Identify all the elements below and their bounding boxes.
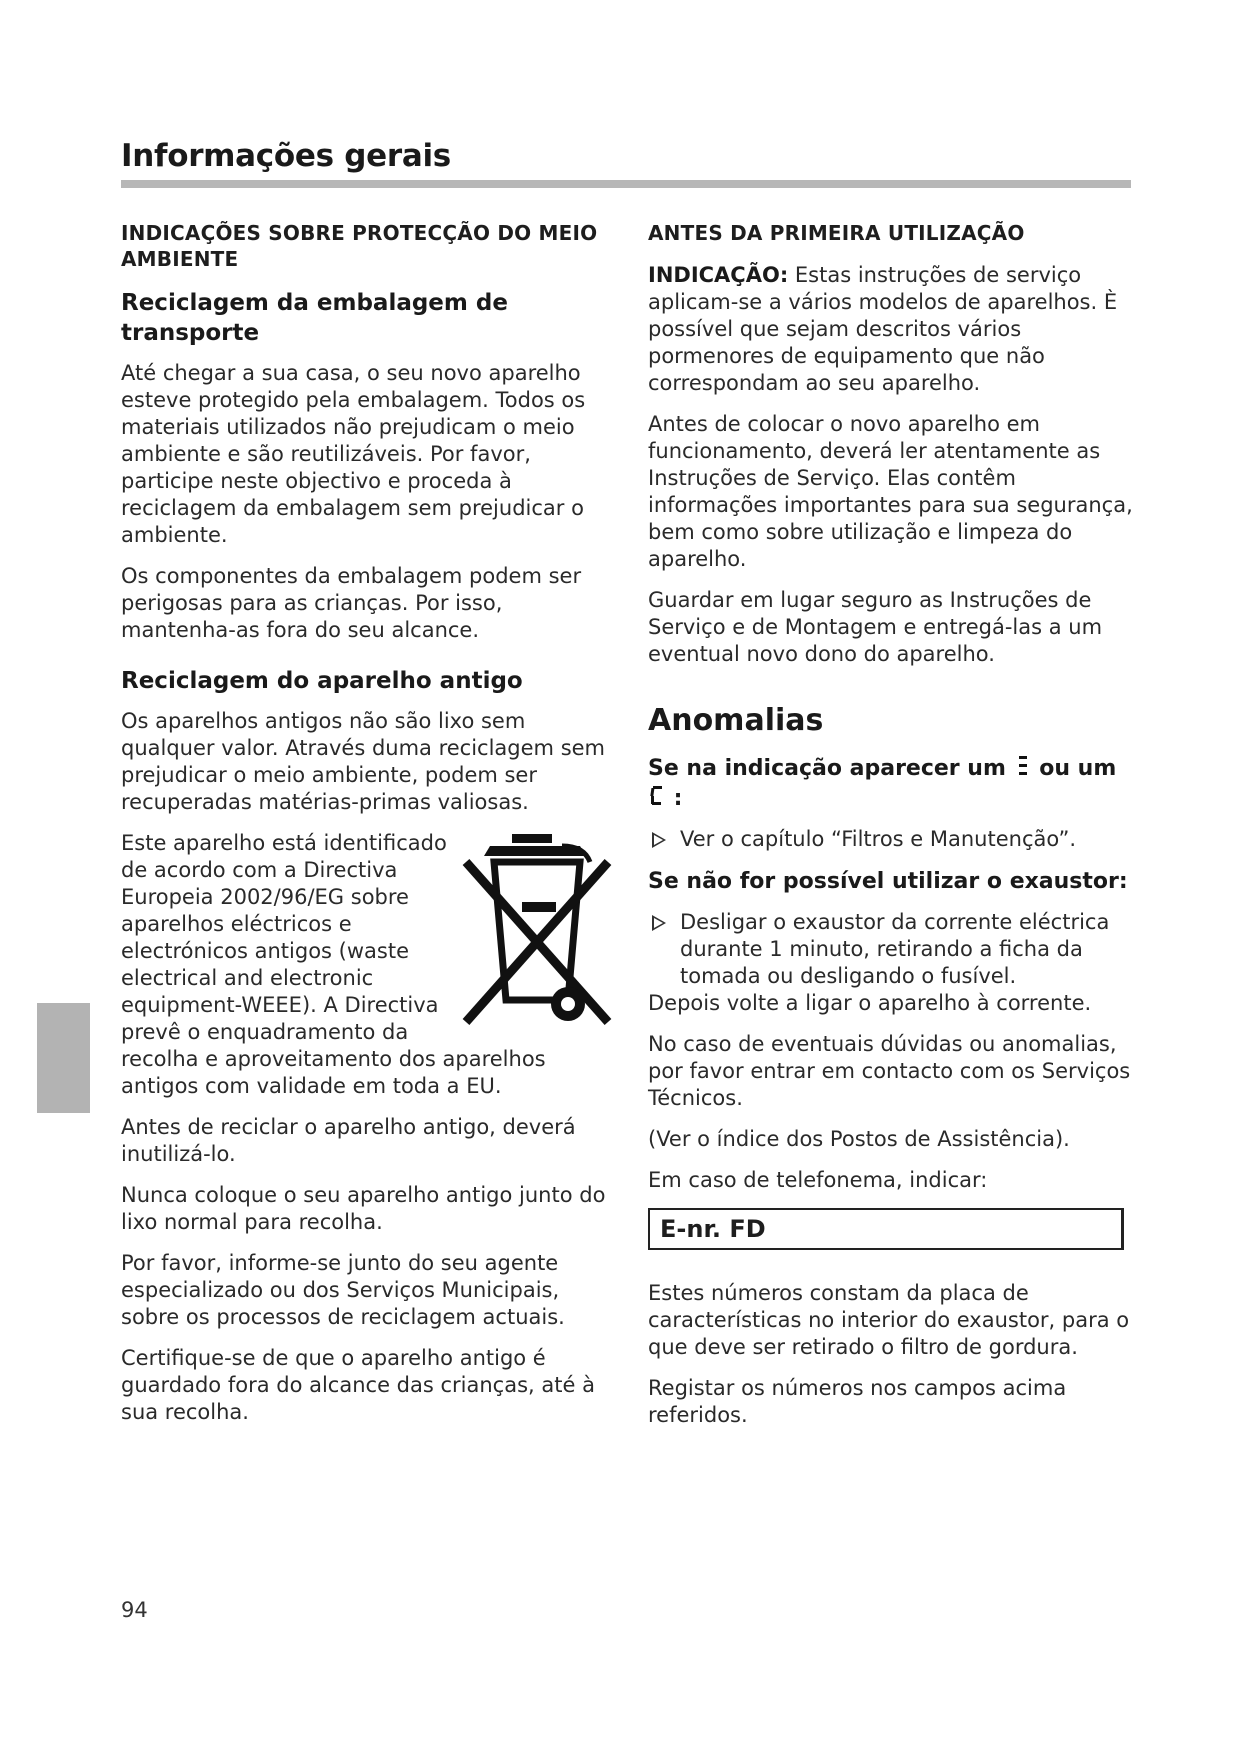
old-appliance-paragraph-4: Nunca coloque o seu aparelho antigo junto do lixo normal para recolha.: [121, 1183, 606, 1234]
enr-fd-field: E-nr. FD: [648, 1208, 1124, 1250]
page-number: 94: [121, 1598, 148, 1622]
display-fault-question: [648, 754, 1133, 814]
hood-not-working-question: Se não for possível utilizar o exaustor:: [648, 869, 1128, 894]
page-title: Informações gerais: [121, 138, 451, 174]
segment-e-icon: [1016, 754, 1030, 778]
disconnect-instruction-text: Desligar o exaustor da corrente eléctrica durante 1 minuto, retirando a ficha da tomada ou desligando o fusível.: [680, 910, 1110, 988]
question-part-2: ou um: [1039, 756, 1117, 781]
left-column: [121, 220, 606, 1440]
old-appliance-paragraph-1: Os aparelhos antigos não são lixo sem qualquer valor. Através duma reciclagem sem prejudicar o meio ambiente, podem ser recuperadas matérias-primas valiosas.: [121, 709, 606, 814]
packaging-paragraph-2: Os componentes da embalagem podem ser perigosas para as crianças. Por isso, mantenha-as fora do seu alcance.: [121, 564, 582, 642]
note-text: Estas instruções de serviço aplicam-se a vários modelos de aparelhos. È possível que sejam descritos vários pormenores de equipamento que não correspondam ao seu aparelho.: [648, 263, 1118, 395]
question-part-1: Se na indicação aparecer um: [648, 756, 1006, 781]
env-heading: INDICAÇÕES SOBRE PROTECÇÃO DO MEIO AMBIENTE: [121, 221, 598, 271]
first-use-heading: ANTES DA PRIMEIRA UTILIZAÇÃO: [648, 221, 1025, 245]
segment-c-icon: [650, 784, 664, 808]
first-use-paragraph-2: Antes de colocar o novo aparelho em funcionamento, deverá ler atentamente as Instruções de Serviço. Elas contêm informações importantes para sua segurança, bem como sobre utilização e limpeza do aparelho.: [648, 412, 1133, 571]
arrow-right-icon: [652, 832, 666, 848]
register-numbers-paragraph: Registar os números nos campos acima referidos.: [648, 1376, 1067, 1427]
rating-plate-paragraph: Estes números constam da placa de características no interior do exaustor, para o que deve ser retirado o filtro de gordura.: [648, 1281, 1130, 1359]
side-tab-marker: [37, 1003, 90, 1113]
contact-paragraph: No caso de eventuais dúvidas ou anomalias, por favor entrar em contacto com os Serviços Técnicos.: [648, 1032, 1131, 1110]
filters-reference: [648, 826, 1133, 853]
reconnect-instruction: Depois volte a ligar o aparelho à corrente.: [648, 991, 1092, 1015]
question-part-3: :: [673, 786, 683, 811]
crossed-out-bin-icon: [462, 832, 612, 1032]
note-paragraph: [648, 262, 1133, 397]
arrow-right-icon: [652, 915, 666, 931]
title-rule: [121, 180, 1131, 188]
weee-block: [121, 830, 606, 1100]
packaging-heading: Reciclagem da embalagem de transporte: [121, 290, 508, 346]
old-appliance-paragraph-2: Este aparelho está identificado de acordo com a Directiva Europeia 2002/96/EG sobre aparelhos eléctricos e electrónicos antigos (waste electrical and electronic equipment-WEEE). A Directiva prevê o enquadramento da recolha e aproveitamento dos aparelhos antigos com validade em toda a EU.: [121, 831, 546, 1098]
old-appliance-heading: Reciclagem do aparelho antigo: [121, 668, 523, 694]
old-appliance-paragraph-6: Certifique-se de que o aparelho antigo é guardado fora do alcance das crianças, até à sua recolha.: [121, 1346, 595, 1424]
note-label: INDICAÇÃO:: [648, 263, 789, 287]
phone-paragraph: Em caso de telefonema, indicar:: [648, 1168, 988, 1192]
old-appliance-paragraph-3: Antes de reciclar o aparelho antigo, deverá inutilizá-lo.: [121, 1115, 576, 1166]
disconnect-instruction: [648, 909, 1133, 990]
old-appliance-paragraph-5: Por favor, informe-se junto do seu agente especializado ou dos Serviços Municipais, sobre os processos de reciclagem actuais.: [121, 1251, 565, 1329]
service-index-paragraph: (Ver o índice dos Postos de Assistência).: [648, 1127, 1070, 1151]
first-use-paragraph-3: Guardar em lugar seguro as Instruções de Serviço e de Montagem e entregá-las a um eventual novo dono do aparelho.: [648, 588, 1103, 666]
filters-reference-text: Ver o capítulo “Filtros e Manutenção”.: [680, 827, 1077, 851]
right-column: [648, 220, 1133, 1443]
anomalies-heading: Anomalias: [648, 703, 824, 738]
packaging-paragraph-1: Até chegar a sua casa, o seu novo aparelho esteve protegido pela embalagem. Todos os materiais utilizados não prejudicam o meio ambiente e são reutilizáveis. Por favor, participe neste objectivo e proceda à reciclagem da embalagem sem prejudicar o ambiente.: [121, 361, 586, 547]
